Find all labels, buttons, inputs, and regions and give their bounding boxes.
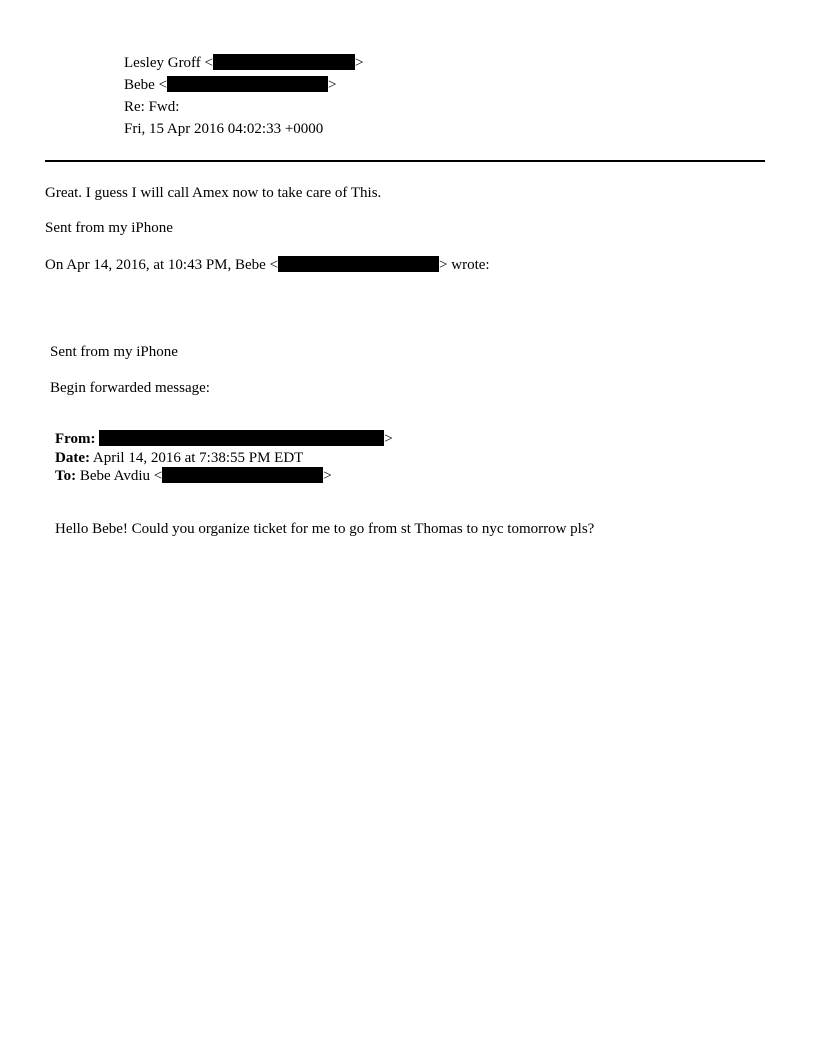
redaction-box (162, 467, 323, 483)
body-signature: Sent from my iPhone (45, 220, 173, 236)
forwarded-to-close: > (323, 468, 332, 484)
forwarded-date-value: April 14, 2016 at 7:38:55 PM EDT (92, 450, 304, 466)
forwarded-from-close: > (384, 431, 393, 447)
forwarded-message: Hello Bebe! Could you organize ticket for me to go from st Thomas to nyc tomorrow pls? (55, 521, 595, 537)
forwarded-to-label: To: (55, 468, 77, 484)
redaction-box (278, 256, 439, 272)
body-line-1: Great. I guess I will call Amex now to take care of This. (45, 185, 382, 201)
forwarded-date-row (55, 449, 303, 467)
forwarded-from-row (55, 430, 393, 448)
redaction-box (167, 76, 328, 92)
header-to-value (124, 75, 337, 95)
header-from-value (124, 53, 363, 73)
header-divider (45, 160, 765, 162)
header-to-name: Bebe < (124, 77, 168, 93)
quote-intro-before: On Apr 14, 2016, at 10:43 PM, Bebe < (45, 257, 279, 273)
forwarded-to-row (55, 467, 332, 485)
quote-intro (45, 255, 490, 275)
redaction-box (213, 54, 355, 70)
redaction-box (99, 430, 384, 446)
forwarded-from-label: From: (55, 431, 96, 447)
quote-intro-after: > wrote: (439, 257, 490, 273)
header-date-value: Fri, 15 Apr 2016 04:02:33 +0000 (124, 121, 324, 137)
begin-forwarded: Begin forwarded message: (50, 380, 210, 396)
header-from-name: Lesley Groff < (124, 55, 213, 71)
header-subject-value: Re: Fwd: (124, 99, 180, 115)
forwarded-date-label: Date: (55, 450, 90, 466)
forwarded-to-name: Bebe Avdiu < (79, 468, 163, 484)
header-to-close: > (328, 77, 337, 93)
header-from-close: > (355, 55, 364, 71)
quoted-signature: Sent from my iPhone (50, 344, 178, 360)
